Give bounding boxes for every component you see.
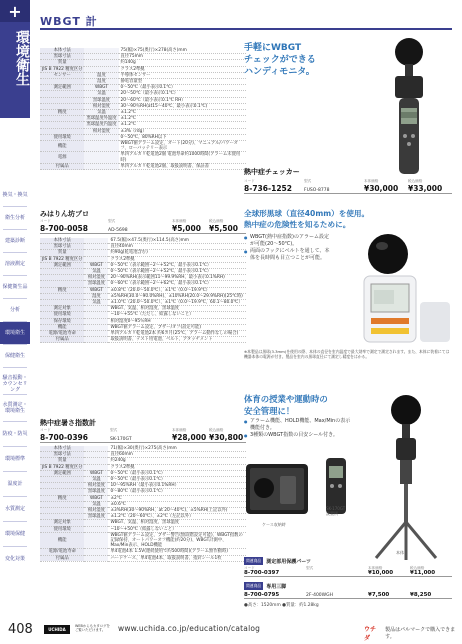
spec-subkey: 相対湿度 [84,128,118,134]
side-item[interactable]: 分析 [9,307,20,313]
spec-key: 精度 [40,495,84,501]
spec-value: ±1.2℃ [119,116,246,122]
side-item[interactable]: 環境標準 [4,456,25,462]
spec-subkey: 相対湿度 [84,483,108,489]
spec-value: 直径40mm [108,244,246,250]
spec-value: 直径60mm [108,452,246,458]
spec-subkey [84,532,108,549]
side-item-active[interactable]: 環境衛生 [0,322,30,344]
spec-subkey: WBGT [84,495,108,501]
spec-value: ハードケース、単4電池4本、取扱説明書、指針シール1枚 [108,555,246,561]
option2-title [244,582,286,590]
spec-value: 75(幅)×75(奥行)×278(高さ)mm [119,48,246,54]
spec-subkey: 相対湿度 [84,275,108,281]
spec-value: ±3%RH(30〜90%RH、at 20〜40℃)、±5%RH(上記以外) [108,508,246,514]
spec-value: −10〜+50℃（結露しないこと） [108,526,246,532]
spec-value: 0〜50℃（表示範囲−2〜+52℃、最小表示0.1℃） [108,269,246,275]
spec-subkey: 黒球温度外温度 [86,116,117,122]
spec-subkey: 黒球温度 [84,489,108,495]
product3-spec-table [40,446,246,562]
spec-subkey: 気温 [84,110,118,116]
spec-subkey: WBGT [84,287,108,293]
spec-value: WBGT、気温、相対湿度、黒球温度 [108,520,246,526]
related-badge: 関連商品 [246,583,262,588]
spec-key: 電源 [40,152,84,163]
spec-value: 20〜50℃（最小表示0.1℃） [119,91,246,97]
caption-sensor: SK-170GT 設置例 [326,506,346,516]
col-price-tax: 税込価格 [209,428,224,432]
spec-subkey: 黒球温度 [84,97,118,103]
option1-code-row [244,570,452,577]
option2-model: 2F-400WGH [306,593,333,598]
product2-headline: 全球形黒球（直径40mm）を使用。 熱中症の危険性を知るために。 [244,209,370,229]
product2-price: ¥5,000 [172,224,201,233]
spec-value: 0〜50℃（最小表示0.1℃） [108,477,246,483]
spec-value: 相対湿度0〜95％RH [108,318,246,324]
product1-headline: 手軽にWBGT チェックができる ハンディモニタ。 [244,43,316,77]
spec-subkey [84,555,108,561]
spec-subkey: 温度 [84,72,118,78]
product1-image [375,36,445,178]
spec-subkey: 気温 [84,501,108,507]
page-number: 408 [8,622,33,637]
side-item[interactable]: 建築診断 [4,238,25,244]
spec-value: 0〜50℃、80%RH以下 [119,134,246,140]
category-title: 環境衛生 [14,30,30,86]
footer-url[interactable]: www.uchida.co.jp/education/catalog [118,624,261,633]
spec-key: 測定対象 [40,306,84,312]
col-model: 型式 [304,179,312,183]
spec-value: ±3%（rdg） [119,128,246,134]
spec-key: JIS B 7922 精度区分 [42,464,83,470]
spec-key: 保存環境 [40,318,84,324]
col-price-tax: 税込価格 [209,219,224,223]
spec-row [40,337,246,343]
spec-value: ±1.2℃ [119,110,246,116]
spec-key: JIS B 7922 精度区分 [42,66,83,72]
footer [0,616,462,644]
product1-code-row [244,184,452,194]
side-index [0,184,30,571]
spec-value: WBGT値アラーム設定、オート(20分)、マニュアル/パワーオフ、ローバッテリー表示 [119,141,246,152]
spec-value: ±2℃ [108,495,246,501]
spec-value: クラス2準拠 [119,66,246,72]
spec-value: 直径75mm [119,54,246,60]
spec-value: 単四アルカリ乾電池2個 電池寿命約1000時間(アラーム未使用時) [119,152,246,163]
spec-row [40,152,246,163]
spec-key: センサー [40,72,84,78]
spec-subkey: 相対湿度 [84,103,118,109]
spec-subkey: 気温 [84,300,108,306]
option1-label: 測定部用保護パーツ [266,558,311,565]
spec-key: 使用環境 [40,312,84,318]
spec-subkey: 湿度 [84,293,108,299]
product3-stand-image [360,392,452,562]
spec-value: ±5%RH(30.0〜90.0%RH)、±10%RH(20.0〜29.9%RH)(25℃時) [108,293,246,299]
spec-row [40,331,246,337]
spec-value: 20〜60℃（最小表示0.1℃ RH） [119,97,246,103]
product3-code-row [40,433,246,443]
spec-subkey: 気温 [84,91,118,97]
side-item[interactable]: 水質測定 [4,506,25,512]
spec-row [40,549,246,555]
product3-name: 熱中症暑さ指数計 [40,419,96,427]
option2-price-tax: ¥8,250 [410,592,432,598]
product1-price-tax: ¥33,000 [408,184,443,193]
spec-value: 単四アルカリ乾電池2個、取扱説明書、保証書 [119,163,246,169]
spec-subkey: 黒球温度 [84,281,108,287]
product3-code: 8-700-0396 [40,433,88,442]
col-code: コード [40,219,51,223]
side-item[interactable]: 換気・換気 [2,192,28,198]
spec-value: 67.5(幅)×47.5(奥行)×114.5(高さ)mm [108,238,246,244]
category-tab[interactable] [0,0,30,118]
spec-subkey [84,337,108,343]
spec-key: 精度 [40,287,84,293]
spec-value: 単4電池4本 1.5V(連続使用で約500時間)(アラーム無作動時) [108,549,246,555]
option2-label: 専用三脚 [266,583,287,590]
spec-subkey: WBGT [84,262,108,268]
col-price-tax: 税込価格 [410,566,425,570]
spec-subkey: 黒球温度 [84,514,108,520]
spec-key: 測定範囲 [40,262,84,268]
spec-key: 電源/電池寿命 [40,549,84,555]
option2-code-row [244,592,452,599]
product3-case-image [244,454,312,518]
spec-key: 付属品 [40,555,84,561]
spec-value: 0〜80℃（最小表示0.1℃） [108,489,246,495]
side-item[interactable]: 変化対策 [4,556,25,562]
spec-subkey: 湿度 [84,79,118,85]
spec-value: 約240g [108,458,246,464]
col-price: 本体価格 [172,219,187,223]
side-item[interactable]: 騒音振動・カウンセリング [2,375,28,393]
side-item[interactable]: 溶液測定 [4,261,25,267]
spec-key: 電源/電池寿命 [40,331,84,337]
option1-price-tax: ¥11,000 [410,570,436,576]
spec-key: 黒球寸法 [40,54,84,60]
product1-spec-table [40,48,246,170]
spec-key: 測定範囲 [40,470,84,476]
spec-key: 機能 [40,532,84,549]
option2-price: ¥7,500 [368,592,390,598]
spec-key: 質量 [40,458,84,464]
spec-key: 質量 [40,60,84,66]
col-price: 本体価格 [172,428,187,432]
spec-key: 使用環境 [40,526,84,532]
option2-code: 8-700-0795 [244,592,280,598]
spec-value: 約90g(乾電池含む) [108,250,246,256]
col-model: 型式 [110,428,118,432]
side-item[interactable]: 保健衛生 [4,353,25,359]
spec-value: WBGT値アラーム設定、ブザー警告(無段階設定可能)、WBGT指数の記録保持、オートパワーオフ機能(約20分)、WBGT計測中、Max/Min表示、HOLD機能 [108,532,246,549]
option2-note: ●高さ：1520mm ●質量：約1.28kg [244,603,319,608]
col-model: 型式 [108,219,116,223]
spec-value: 半導体センサー [119,72,246,78]
spec-value: クラス2準拠 [108,256,246,262]
spec-value: 静電容量型 [119,79,246,85]
spec-key: 使用環境 [40,134,84,140]
spec-key: 付属品 [40,337,84,343]
product1-price: ¥30,000 [364,184,399,193]
spec-key: 質量 [40,250,84,256]
spec-key: 測定対象 [40,520,84,526]
spec-key: 機能 [40,324,84,330]
footer-maker [364,624,462,642]
caption-case: ケース収納時 [262,522,286,527]
product3-price-tax: ¥30,800 [209,433,244,442]
spec-subkey: WBGT [84,85,118,91]
product2-image [334,232,452,348]
spec-key: JIS B 7922 精度区分 [42,256,83,262]
side-item[interactable]: 衛生分析 [4,215,25,221]
spec-value: 約140g [119,60,246,66]
product3-price: ¥28,000 [172,433,207,442]
spec-value: 0〜50℃（最小表示0.1℃） [108,470,246,476]
side-item[interactable]: 保健衛生品 [2,284,28,290]
spec-row [40,532,246,549]
spec-key: 精度 [40,110,84,116]
spec-value: 30〜90％RH(at15〜40℃、最小表示0.1℃) [119,103,246,109]
spec-subkey: WBGT [84,470,108,476]
spec-key: 本体寸法 [40,446,84,452]
spec-subkey: 相対湿度 [84,508,108,514]
product2-model: AD-5698 [108,228,128,233]
spec-value: 取扱説明書、テスト用電池、ベルト、アタッチメント [108,337,246,343]
related-badge: 関連商品 [246,558,262,563]
spec-value: ±1.2℃（20〜60℃）、±2℃（左記以外） [108,514,246,520]
spec-value: 0〜50℃（表示範囲−2〜+52℃、最小表示0.1℃） [108,262,246,268]
spec-row [40,141,246,152]
category-sidebar [0,0,30,644]
spec-subkey: 黒球温度内温度 [86,122,117,128]
maker-logo: ウチダ [364,626,377,642]
spec-key: 付属品 [40,163,84,169]
spec-value: ±1.0℃（20.0〜50.0℃）、±1℃（0.0〜19.9℃、60.1〜80.0℃） [108,300,246,306]
col-code: コード [244,179,255,183]
col-model: 型式 [306,566,314,570]
product3-headline: 体育の授業や運動時の 安全管理に！ [244,394,328,416]
spec-key: 測定範囲 [40,85,84,91]
product3-model: SK-170GT [110,437,132,442]
spec-value: WBGT値アラーム設定、ブザー/オフ(設定可能) [108,324,246,330]
product3-bullets [244,418,354,439]
footer-note: WEBからもカタログを ご覧いただけます。 [75,624,110,633]
title-divider [40,28,452,30]
col-code: コード [244,566,255,570]
spec-value: ±1.2℃ [119,122,246,128]
product1-code: 8-736-1252 [244,184,292,193]
spec-subkey [84,163,118,169]
spec-key: 黒球寸法 [40,244,84,250]
side-item[interactable]: 環境保健 [4,531,25,537]
col-code: コード [40,428,51,432]
plus-icon: + [0,0,30,22]
spec-key: 機能 [40,141,84,152]
side-item[interactable]: 温度計 [7,481,23,487]
spec-subkey [84,141,118,152]
spec-value: 0〜60℃（表示範囲−2〜+62℃、最小表示0.1℃） [108,281,246,287]
spec-key: 本体寸法 [40,48,84,54]
product2-price-tax: ¥5,500 [209,224,238,233]
bullet-item: ● アラーム機能、HOLD機能、Max/Minの表示機能付き。 [244,418,354,432]
product1-name: 熱中症チェッカー [244,168,300,176]
bullet-item: ● 両面のフックにベルトを通して、本体を長時間も目立つことが可能。 [244,248,330,262]
option1-title [244,557,311,565]
spec-subkey: 気温 [84,269,108,275]
product2-spec-table [40,238,246,343]
col-price-tax: 税込価格 [408,179,423,183]
spec-value: −10〜+55℃（ただし、結露しないこと） [108,312,246,318]
spec-row [40,163,246,169]
spec-key: 本体寸法 [40,238,84,244]
bullet-item: ● WBGT(熱中症指数)のアラーム設定が可能(20〜50℃)。 [244,234,330,248]
product2-code: 8-700-0058 [40,224,88,233]
page-title: WBGT 計 [40,15,98,28]
option1-price: ¥10,000 [368,570,394,576]
product2-code-row [40,224,246,234]
spec-value: クラス2準拠 [108,464,246,470]
maker-text: 製品はパルマークで購入できます。 [385,627,456,640]
product1-model: FUSO-8778 [304,188,330,193]
side-item[interactable]: 水質測定・環境衛生 [2,402,28,414]
side-item[interactable]: 防疫・防災 [2,431,28,437]
product2-name: みはりん坊プロ [40,210,89,218]
spec-value: 20〜90%RH(表示範囲11〜99.9%RH、最小表示0.1%RH) [108,275,246,281]
spec-value: ±0.6℃ [108,501,246,507]
spec-key: 黒球寸法 [40,452,84,458]
brand-logo: UCHIDA [44,625,70,634]
spec-value: 単四アルカリ乾電池2本 約6カ月(25℃、アラーム動作なしの場合) [108,331,246,337]
product2-note: ※本製品は黒球(3.3mm)を使用の際、本体の直径を室内温度で最大効率で測定で測定されます。また、本体に装着にては機器本体の電源が付き。製品を室内の黒球直径にて測定し精度をはかる。 [244,349,450,359]
product2-bullets [244,234,330,262]
spec-row [40,555,246,561]
spec-value: 0〜50℃（最小表示0.1℃） [119,85,246,91]
col-price: 本体価格 [368,566,383,570]
spec-subkey: 気温 [84,477,108,483]
spec-value: ±0.8℃（20.0〜50.0℃）、±1℃（0.0〜19.9℃） [108,287,246,293]
spec-value: 71(幅)×30(奥行)×275(高さ)mm [108,446,246,452]
bullet-item: ● 3種類のWBGT指数の目安シール付き。 [244,432,354,439]
spec-value: WBGT、気温、相対湿度、黒球温度 [108,306,246,312]
caption-stand: 本体 [396,550,404,555]
spec-value: 10〜95%RH（最小表示0.1%RH） [108,483,246,489]
col-price: 本体価格 [364,179,379,183]
spec-subkey [84,152,118,163]
option1-code: 8-700-0397 [244,570,280,576]
